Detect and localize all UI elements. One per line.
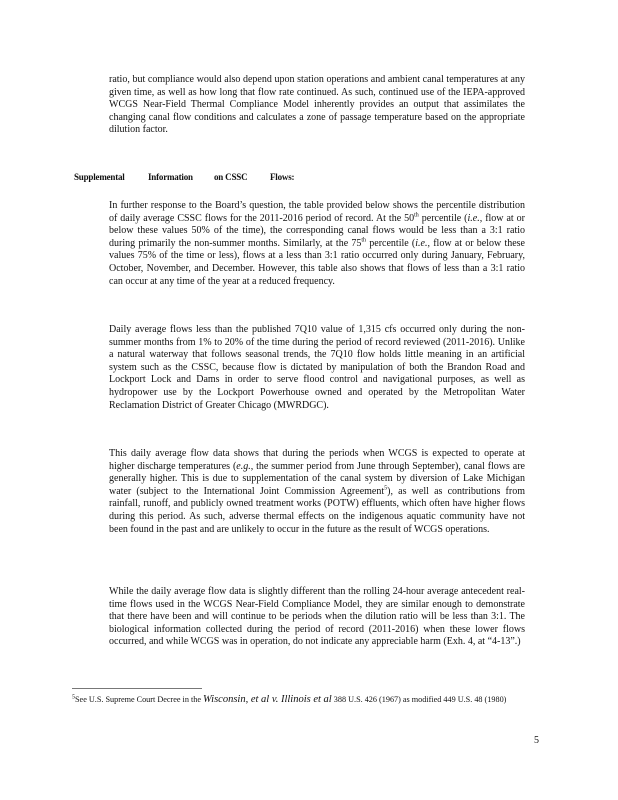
superscript: th xyxy=(361,237,367,244)
superscript: th xyxy=(414,212,419,219)
paragraph-discharge-text xyxy=(109,448,525,536)
footnote-divider xyxy=(72,688,202,689)
text-run: In further response to the Board’s question, the table provided below shows the percentile distribution of daily average CSSC flows for the 2011-2016 period of record. At the 50 xyxy=(109,200,525,224)
page-number: 5 xyxy=(534,735,539,746)
footnote-reference: 5 xyxy=(384,485,388,492)
paragraph-discharge xyxy=(109,448,525,536)
continuation-paragraph xyxy=(109,74,525,137)
italic-abbrev: e.g., xyxy=(236,460,254,472)
text-run: percentile ( xyxy=(366,237,416,249)
paragraph-conclusion-text: While the daily average flow data is slightly different than the rolling 24-hour average antecedent real-time flows used in the WCGS Near-Field Compliance Model, they are similar enough to demonstrate that there have been and will continue to be periods when the dilution ratio will be less than 3:1. The biological information collected during the period of record (2011-2016) when these lower flows occurred, and while WCGS was in operation, do not indicate any appreciable harm (Exh. 4, at “4-13”.) xyxy=(109,586,525,648)
footnote xyxy=(72,694,532,705)
footnote-text: See U.S. Supreme Court Decree in the xyxy=(75,695,204,704)
paragraph-7q10-text: Daily average flows less than the published 7Q10 value of 1,315 cfs occurred only during the non-summer months from 1% to 20% of the time during the period of record reviewed (2011-2016). Unlike a natural waterway that follows seasonal trends, the 7Q10 flow holds little meaning in an artificial system such as the CSSC, because flow is dictated by manipulation of both the Brandon Road and Lockport Lock and Dams in order to serve flood control and navigational purposes, as well as hydropower use by the Lockport Powerhouse owned and operated by the Metropolitan Water Reclamation District of Greater Chicago (MWRDGC). xyxy=(109,324,525,411)
paragraph-percentile xyxy=(109,200,525,288)
heading-part-4: Flows: xyxy=(270,172,295,182)
heading-part-2: Information xyxy=(148,172,193,182)
paragraph-7q10 xyxy=(109,324,525,412)
text-run: the summer period from June through September), canal flows are generally higher. This is due to supplementation of the canal system by diversion of Lake Michigan water (subject to the International Joint Commission Agreement xyxy=(109,460,525,497)
footnote-marker: 5 xyxy=(72,694,75,701)
italic-abbrev: i.e., xyxy=(467,212,483,224)
text-run: flow at or below these values 50% of the time), the corresponding canal flows would be less than a 3:1 ratio during primarily the non-summer months. Similarly, at the 75 xyxy=(109,212,526,249)
continuation-text: ratio, but compliance would also depend upon station operations and ambient canal temperatures at any given time, as well as how long that flow rate continued. As such, continued use of the IEPA-approved WCGS Near-Field Thermal Compliance Model inherently provides an output that assimilates the changing canal flow conditions and calculates a zone of passage temperature based on the appropriate dilution factor. xyxy=(109,74,525,136)
footnote-case-name: Wisconsin, et al v. Illinois et al xyxy=(203,694,332,705)
text-run: flow at or below these values 75% of the time or less), flows at a less than 3:1 ratio occurred only during January, February, October, November, and December. However, this table also shows that flows of less than a 3:1 ratio can occur at any time of the year at a reduced frequency. xyxy=(109,237,525,287)
text-run: ), as well as contributions from rainfall, runoff, and publicly owned treatment works (POTW) effluents, which often have higher flows during this period. As such, adverse thermal effects on the indigenous aquatic community have not been found in the past and are unlikely to occur in the future as the result of WCGS operations. xyxy=(109,485,525,535)
footnote-citation: 388 U.S. 426 (1967) as modified 449 U.S. 48 (1980) xyxy=(331,695,507,704)
heading-part-3: on CSSC xyxy=(214,172,248,182)
text-run: This daily average flow data shows that during the periods when WCGS is expected to operate at higher discharge temperatures ( xyxy=(109,448,525,472)
paragraph-conclusion xyxy=(109,586,525,649)
italic-abbrev: i.e., xyxy=(415,237,430,249)
text-run: percentile ( xyxy=(418,212,468,224)
section-heading xyxy=(74,172,294,182)
paragraph-percentile-text xyxy=(109,200,525,288)
heading-part-1: Supplemental xyxy=(74,172,125,182)
